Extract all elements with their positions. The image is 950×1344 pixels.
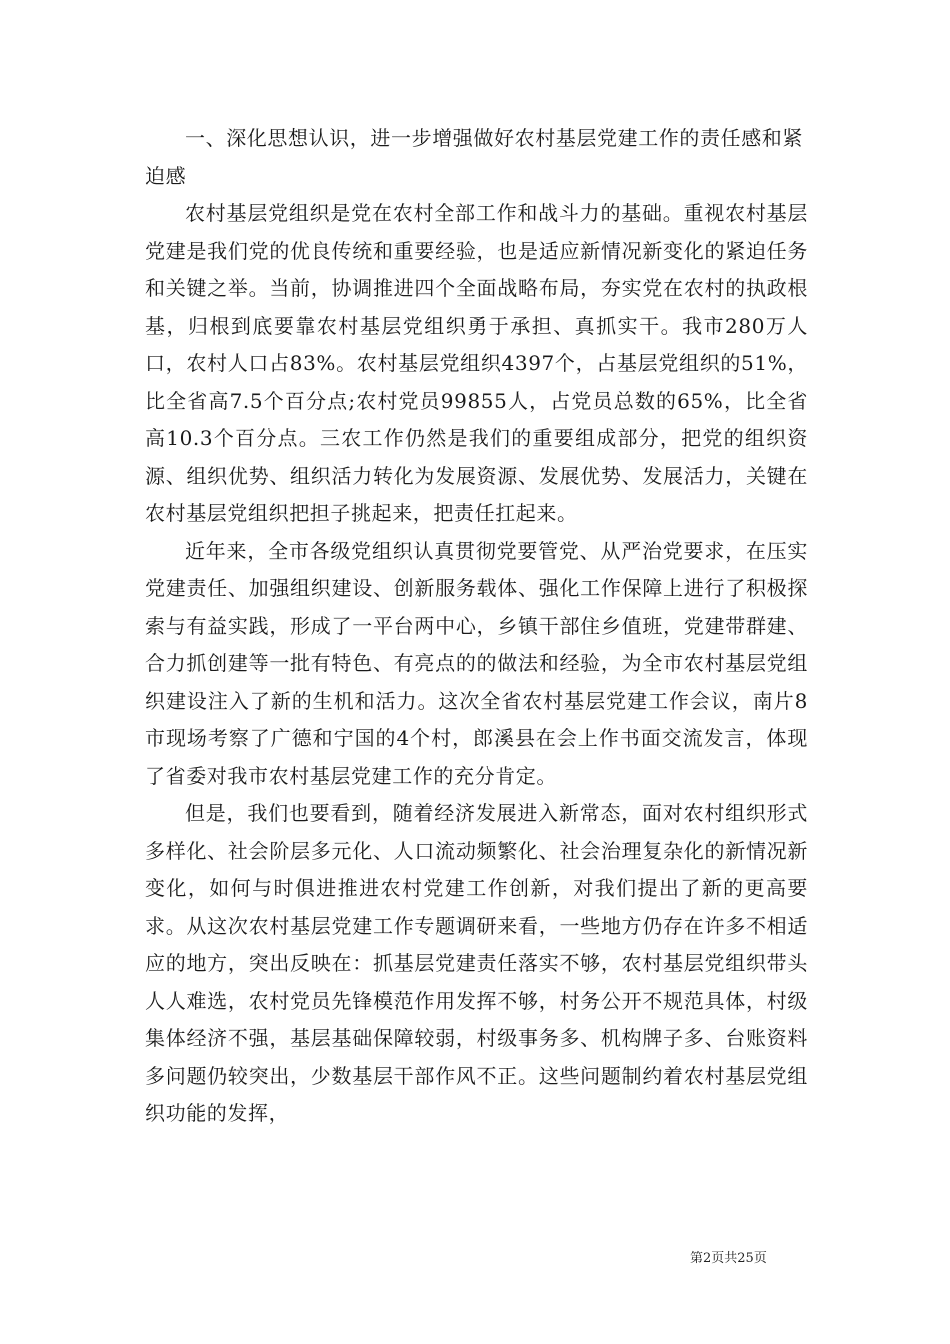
page-number-footer (690, 1247, 820, 1266)
section-heading: 一、深化思想认识，进一步增强做好农村基层党建工作的责任感和紧迫感 (145, 126, 803, 188)
paragraph-rural-party-foundation: 农村基层党组织是党在农村全部工作和战斗力的基础。重视农村基层党建是我们党的优良传统和重要经验，也是适应新情况新变化的紧迫任务和关键之举。当前，协调推进四个全面战略布局，夯实党在农村的执政根基，归根到底要靠农村基层党组织勇于承担、真抓实干。我市280万人口，农村人口占83%。农村基层党组织4397个，占基层党组织的51%，比全省高7.5个百分点;农村党员99855人，占党员总数的65%，比全省高10.3个百分点。三农工作仍然是我们的重要组成部分，把党的组织资源、组织优势、组织活力转化为发展资源、发展优势、发展活力，关键在农村基层党组织把担子挑起来，把责任扛起来。 (145, 201, 808, 525)
page-number-label: 第2页共25页 (690, 1251, 767, 1266)
paragraph-existing-problems: 但是，我们也要看到，随着经济发展进入新常态，面对农村组织形式多样化、社会阶层多元化、人口流动频繁化、社会治理复杂化的新情况新变化，如何与时俱进推进农村党建工作创新，对我们提出了新的更高要求。从这次农村基层党建工作专题调研来看，一些地方仍存在许多不相适应的地方，突出反映在：抓基层党建责任落实不够，农村基层党组织带头人人难选，农村党员先锋模范作用发挥不够，村务公开不规范具体，村级集体经济不强，基层基础保障较弱，村级事务多、机构牌子多、台账资料多问题仍较突出，少数基层干部作风不正。这些问题制约着农村基层党组织功能的发挥， (145, 801, 808, 1125)
document-body (145, 120, 808, 1133)
paragraph-recent-progress: 近年来，全市各级党组织认真贯彻党要管党、从严治党要求，在压实党建责任、加强组织建设、创新服务载体、强化工作保障上进行了积极探索与有益实践，形成了一平台两中心，乡镇干部住乡值班，党建带群建、合力抓创建等一批有特色、有亮点的的做法和经验，为全市农村基层党组织建设注入了新的生机和活力。这次全省农村基层党建工作会议，南片8市现场考察了广德和宁国的4个村，郎溪县在会上作书面交流发言，体现了省委对我市农村基层党建工作的充分肯定。 (145, 538, 808, 788)
